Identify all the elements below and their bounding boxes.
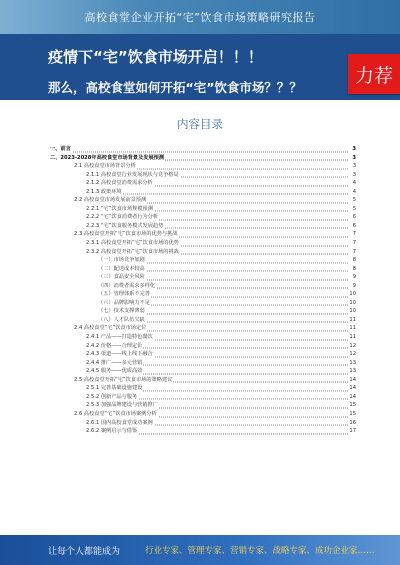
toc-page-number: 12: [349, 342, 356, 349]
toc-entry[interactable]: [50, 427, 356, 436]
toc-entry-text: 2.5.2 创新产品与服务: [86, 393, 138, 400]
toc-page-number: 11: [349, 334, 356, 341]
toc-page-number: 5: [352, 197, 356, 204]
top-header: [0, 0, 400, 34]
report-title: 高校食堂企业开拓“宅”饮食市场策略研究报告: [84, 11, 316, 24]
toc-entry-text: 2.4.4 推广——多元营销: [86, 359, 143, 366]
banner: [0, 34, 400, 100]
toc-entry-text: 2.4.5 服务——优质高效: [86, 368, 143, 375]
toc-page-number: 10: [349, 308, 356, 315]
toc-entry-text: 2.4.1 产品——打造特色餐饮: [86, 334, 153, 341]
toc-page-number: 6: [352, 214, 356, 221]
toc-entry-text: 2.4.3 渠道——线上线下融合: [86, 351, 153, 358]
toc-page-number: 12: [349, 351, 356, 358]
toc-entry-text: 2.2 高校食堂市场发展前景预测: [74, 197, 147, 204]
banner-headline: 疫情下“宅”饮食市场开启！！！: [48, 48, 263, 66]
toc-page-number: 9: [352, 282, 356, 289]
toc-entry-text: 2.2.2 “宅”饮食消费者行为分析: [86, 214, 159, 221]
toc-entry-text: 2.3.2 高校食堂开拓“宅”饮食市场的挑战: [86, 248, 179, 255]
toc-page-number: 13: [349, 359, 356, 366]
toc-entry-text: （二）配送成本较高: [98, 265, 145, 272]
table-of-contents: [50, 145, 356, 436]
toc-entry-text: （五）管理体系不完善: [98, 291, 150, 298]
toc-page-number: 10: [349, 291, 356, 298]
toc-page-number: 4: [352, 180, 356, 187]
toc-page-number: 17: [349, 428, 356, 435]
toc-entry-text: 2.2.1 “宅”饮食市场规模预测: [86, 205, 153, 212]
toc-page-number: 5: [352, 205, 356, 212]
toc-entry-text: 2.6.1 国内高校食堂成功案例: [86, 419, 153, 426]
toc-page-number: 14: [349, 376, 356, 383]
toc-page-number: 9: [352, 274, 356, 281]
toc-page-number: 14: [349, 393, 356, 400]
toc-page-number: 3: [352, 171, 356, 178]
toc-entry-text: 2.3.1 高校食堂开拓“宅”饮食市场的优势: [86, 240, 179, 247]
toc-entry-text: 2.5.3 加强品牌建设与营销推广: [86, 402, 158, 409]
toc-entry-text: 2.4 高校食堂“宅”饮食市场定位: [74, 325, 147, 332]
toc-page-number: 15: [349, 410, 356, 417]
toc-entry-text: 2.5 高校食堂开拓“宅”饮食市场的策略建议: [74, 376, 173, 383]
toc-page-number: 4: [352, 188, 356, 195]
toc-page-number: 3: [352, 146, 356, 152]
toc-entry-text: 2.4.2 价格——合理定价: [86, 342, 143, 349]
bottom-banner: [0, 535, 400, 565]
footer-roles: 行业专家、管理专家、营销专家、战略专家、成功企业家……: [145, 546, 375, 556]
toc-entry-text: （七）技术支撑薄弱: [98, 308, 145, 315]
toc-entry-text: （一）市场竞争加剧: [98, 257, 145, 264]
toc-page-number: 8: [352, 257, 356, 264]
toc-entry-text: （六）品牌影响力不足: [98, 299, 150, 306]
toc-page-number: 15: [349, 402, 356, 409]
toc-entry-text: 2.1.1 高校食堂行业发展现状与竞争格局: [86, 171, 179, 178]
toc-entry-text: （四）消费者需求多样化: [98, 282, 156, 289]
toc-page-number: 6: [352, 222, 356, 229]
toc-entry-text: 2.1 高校食堂市场背景分析: [74, 163, 136, 170]
toc-entry-text: （八）人才队伍欠缺: [98, 316, 145, 323]
toc-entry-text: 2.1.2 高校食堂消费需求分析: [86, 180, 153, 187]
toc-page-number: 3: [352, 154, 356, 161]
toc-entry-text: 一、前言: [50, 146, 71, 152]
toc-page-number: 3: [352, 163, 356, 170]
toc-page-number: 11: [349, 316, 356, 323]
toc-page-number: 7: [352, 240, 356, 247]
toc-entry-text: 2.1.3 政策环境: [86, 188, 122, 195]
banner-subline: 那么，高校食堂如何开拓“宅”饮食市场？？？: [48, 80, 302, 95]
toc-page-number: 13: [349, 368, 356, 375]
footer-slogan: 让每个人都能成为: [48, 547, 121, 557]
toc-page-number: 7: [352, 231, 356, 238]
toc-page-number: 10: [349, 299, 356, 306]
toc-page-number: 8: [352, 265, 356, 272]
toc-page-number: 7: [352, 248, 356, 255]
toc-entry-text: 2.5.1 完善基础设施建设: [86, 385, 143, 392]
toc-page-number: 14: [349, 385, 356, 392]
toc-page-number: 11: [349, 325, 356, 332]
toc-entry-text: （三）食品安全风险: [98, 274, 145, 281]
toc-entry-text: 2.3 高校食堂开拓“宅”饮食市场的优势与挑战: [74, 231, 178, 238]
toc-page-number: 16: [349, 419, 356, 426]
toc-entry-text: 2.6.2 案例启示与借鉴: [86, 428, 138, 435]
toc-entry-text: 二、2023-2028年高校食堂市场背景及发展预测: [50, 154, 165, 161]
toc-entry-text: 2.6 高校食堂“宅”饮食市场案例分析: [74, 410, 157, 417]
recommend-badge: 力荐: [348, 54, 400, 94]
toc-entry-text: 2.2.3 “宅”饮食服务模式发展趋势: [86, 222, 164, 229]
toc-title: 内容目录: [177, 117, 223, 131]
